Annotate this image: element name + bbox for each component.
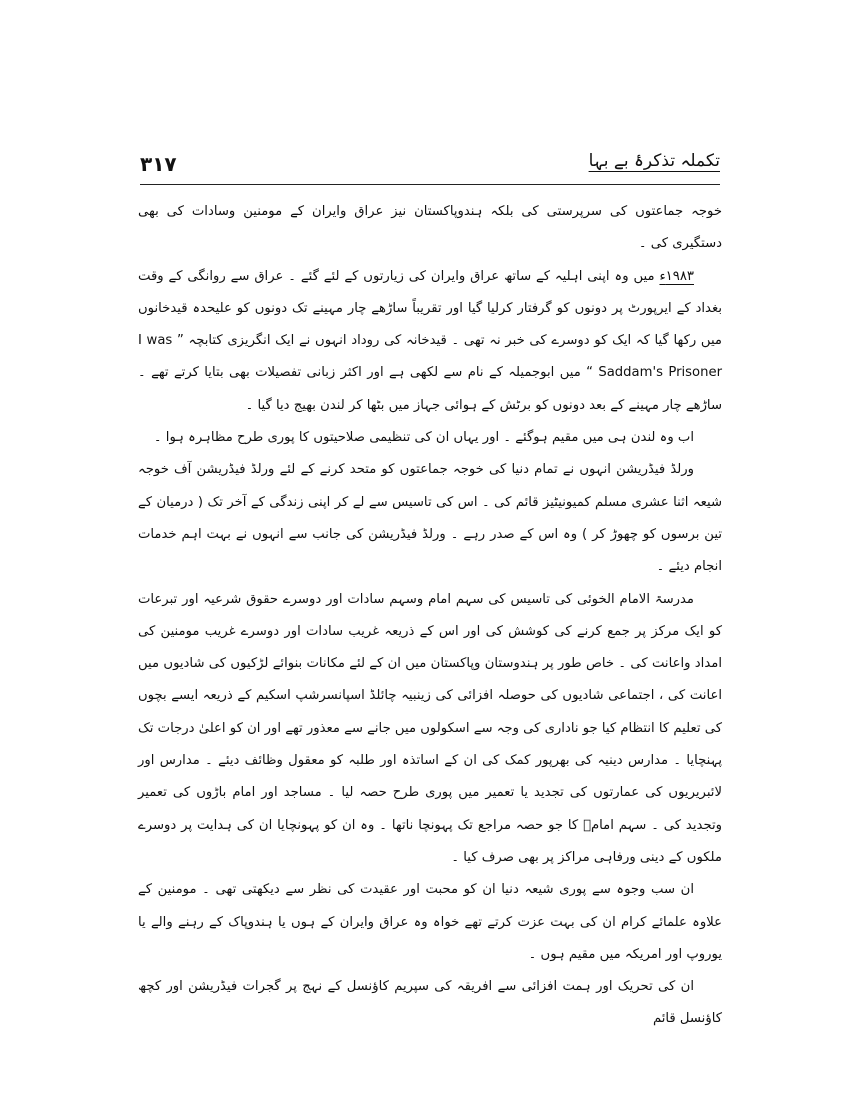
paragraph-text: میں وہ اپنی اہلیہ کے ساتھ عراق وایران کی زیارتوں کے لئے گئے ۔ عراق سے روانگی کے وقت بغداد کے ایرپورٹ پر دونوں کو گرفتار کرلیا گیا اور تقریباً ساڑھے چار مہینے تک دونوں کو علیحدہ قیدخانوں میں رکھا گیا کہ ایک کو دوسرے کی خبر نہ تھی ۔ قیدخانہ کی روداد انہوں نے ایک انگریزی کتابچہ ” I was Saddam's Prisoner “ میں ابوجمیلہ کے نام سے لکھی ہے اور اکثر زبانی تفصیلات بھی بتایا کرتے تھے ۔ ساڑھے چار مہینے کے بعد دونوں کو برٹش کے ہوائی جہاز میں بٹھا کر لندن بھیج دیا گیا ۔ — [138, 268, 722, 413]
page-header — [140, 150, 720, 180]
paragraph: خوجہ جماعتوں کی سرپرستی کی بلکہ ہندوپاکستان نیز عراق وایران کے مومنین وسادات کی بھی دستگیری کی ۔ — [138, 204, 722, 252]
paragraph: اب وہ لندن ہی میں مقیم ہوگئے ۔ اور یہاں ان کی تنظیمی صلاحیتوں کا پوری طرح مظاہرہ ہوا ۔ — [153, 430, 694, 446]
paragraph: مدرسۃ الامام الخوئی کی تاسیس کی سہم امام وسہم سادات اور دوسرے حقوق شرعیہ اور تبرعات کو ایک مرکز پر جمع کرنے کی کوشش کی اور اس کے ذریعہ غریب سادات اور دوسرے غریب مومنین کی امداد واعانت کی ۔ خاص طور پر ہندوستان وپاکستان میں ان کے لئے مکانات بنوائے لڑکیوں کی شادیوں میں اعانت کی ، اجتماعی شادیوں کی حوصلہ افزائی کی زینبیہ چائلڈ اسپانسرشپ اسکیم کے ذریعہ ایسے بچوں کی تعلیم کا انتظام کیا جو ناداری کی وجہ سے اسکولوں میں جانے سے معذور تھے اور ان کو اعلیٰ درجات تک پہنچایا ۔ مدارس دینیہ کی بھرپور کمک کی ان کے اساتذہ اور طلبہ کو معقول وظائف دیئے ۔ مدارس اور لائبریریوں کی عمارتوں کی تجدید یا تعمیر میں پوری طرح حصہ لیا ۔ مساجد اور امام باڑوں کی تعمیر وتجدید کی ۔ سہم امامؑ کا جو حصہ مراجع تک پہونچا ناتھا ۔ وہ ان کو پہونچایا ان کی ہدایت پر دوسرے ملکوں کے دینی ورفاہی مراکز پر بھی صرف کیا ۔ — [138, 591, 722, 865]
year-reference: ١٩٨٣ء — [659, 268, 694, 284]
running-title: تکملہ تذکرۂ بے بہا — [588, 151, 720, 171]
paragraph: ان سب وجوہ سے پوری شیعہ دنیا ان کو محبت اور عقیدت کی نظر سے دیکھتی تھی ۔ مومنین کے علاوہ علمائے کرام ان کی بہت عزت کرتے تھے خواہ وہ عراق وایران کے ہوں یا ہندوپاک کے رہنے والے یا یوروپ اور امریکہ میں مقیم ہوں ۔ — [138, 882, 722, 962]
page-number: ٣١٧ — [140, 152, 177, 176]
body-text — [138, 196, 722, 1036]
header-divider — [140, 184, 720, 185]
paragraph — [138, 261, 722, 422]
paragraph: ان کی تحریک اور ہمت افزائی سے افریقہ کی سپریم کاؤنسل کے نہج پر گجرات فیڈریشن اور کچھ کاؤنسل قائم — [138, 979, 722, 1027]
paragraph: ورلڈ فیڈریشن انہوں نے تمام دنیا کی خوجہ جماعتوں کو متحد کرنے کے لئے ورلڈ فیڈریشن آف خوجہ شیعہ اثنا عشری مسلم کمیونیٹیز قائم کی ۔ اس کی تاسیس سے لے کر اپنی زندگی کے آخر تک ( درمیان کے تین برسوں کو چھوڑ کر ) وہ اس کے صدر رہے ۔ ورلڈ فیڈریشن کی جانب سے انہوں نے بہت اہم خدمات انجام دیئے ۔ — [138, 462, 722, 575]
